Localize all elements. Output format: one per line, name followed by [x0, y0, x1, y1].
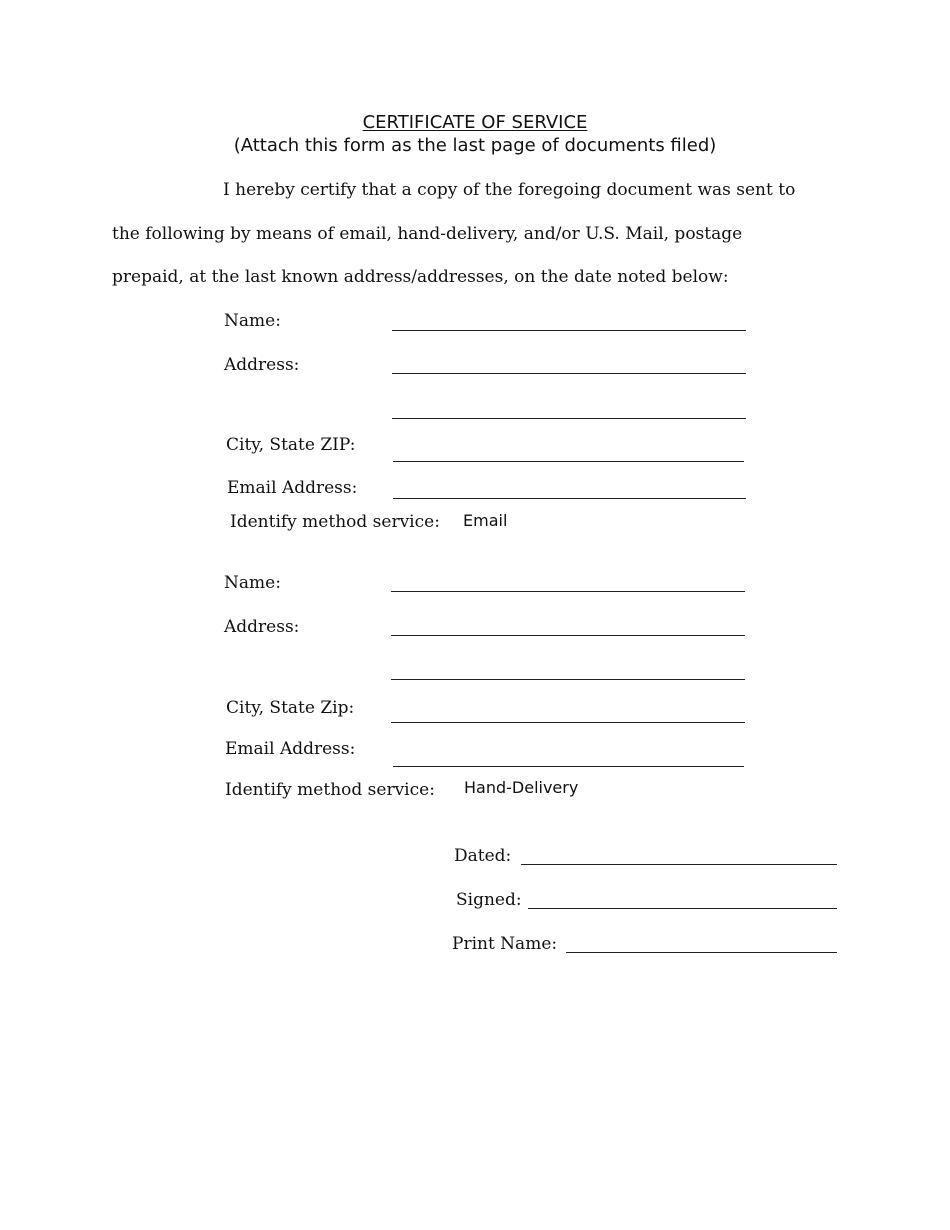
document-title: CERTIFICATE OF SERVICE — [362, 112, 588, 133]
city-state-zip-label: City, State Zip: — [226, 698, 355, 718]
certification-text-line-3: prepaid, at the last known address/addresses, on the date noted below: — [112, 267, 729, 287]
signed-label: Signed: — [456, 890, 522, 910]
print-name-label: Print Name: — [452, 934, 558, 954]
document-subtitle: (Attach this form as the last page of documents filed) — [233, 135, 717, 156]
method-service-label: Identify method service: — [225, 780, 435, 800]
print-name-field[interactable] — [566, 952, 837, 953]
method-service-label: Identify method service: — [230, 512, 440, 532]
name-field[interactable] — [392, 330, 746, 331]
method-service-value[interactable]: Email — [463, 511, 508, 530]
city-state-zip-label: City, State ZIP: — [226, 435, 356, 455]
email-address-label: Email Address: — [225, 739, 356, 759]
address-field-line-1[interactable] — [392, 373, 746, 374]
address-field-line-2[interactable] — [392, 418, 746, 419]
name-field[interactable] — [391, 591, 745, 592]
city-state-zip-field[interactable] — [393, 461, 744, 462]
method-service-value[interactable]: Hand-Delivery — [464, 778, 579, 797]
name-label: Name: — [224, 573, 281, 593]
city-state-zip-field[interactable] — [391, 722, 745, 723]
name-label: Name: — [224, 311, 281, 331]
signed-field[interactable] — [528, 908, 837, 909]
address-field-line-1[interactable] — [391, 635, 745, 636]
dated-label: Dated: — [454, 846, 512, 866]
email-address-label: Email Address: — [227, 478, 358, 498]
email-address-field[interactable] — [393, 766, 744, 767]
email-address-field[interactable] — [393, 498, 746, 499]
certification-text-line-1: I hereby certify that a copy of the foregoing document was sent to — [223, 180, 796, 200]
dated-field[interactable] — [521, 864, 837, 865]
address-field-line-2[interactable] — [391, 679, 745, 680]
address-label: Address: — [224, 617, 300, 637]
address-label: Address: — [224, 355, 300, 375]
certification-text-line-2: the following by means of email, hand-delivery, and/or U.S. Mail, postage — [112, 224, 743, 244]
